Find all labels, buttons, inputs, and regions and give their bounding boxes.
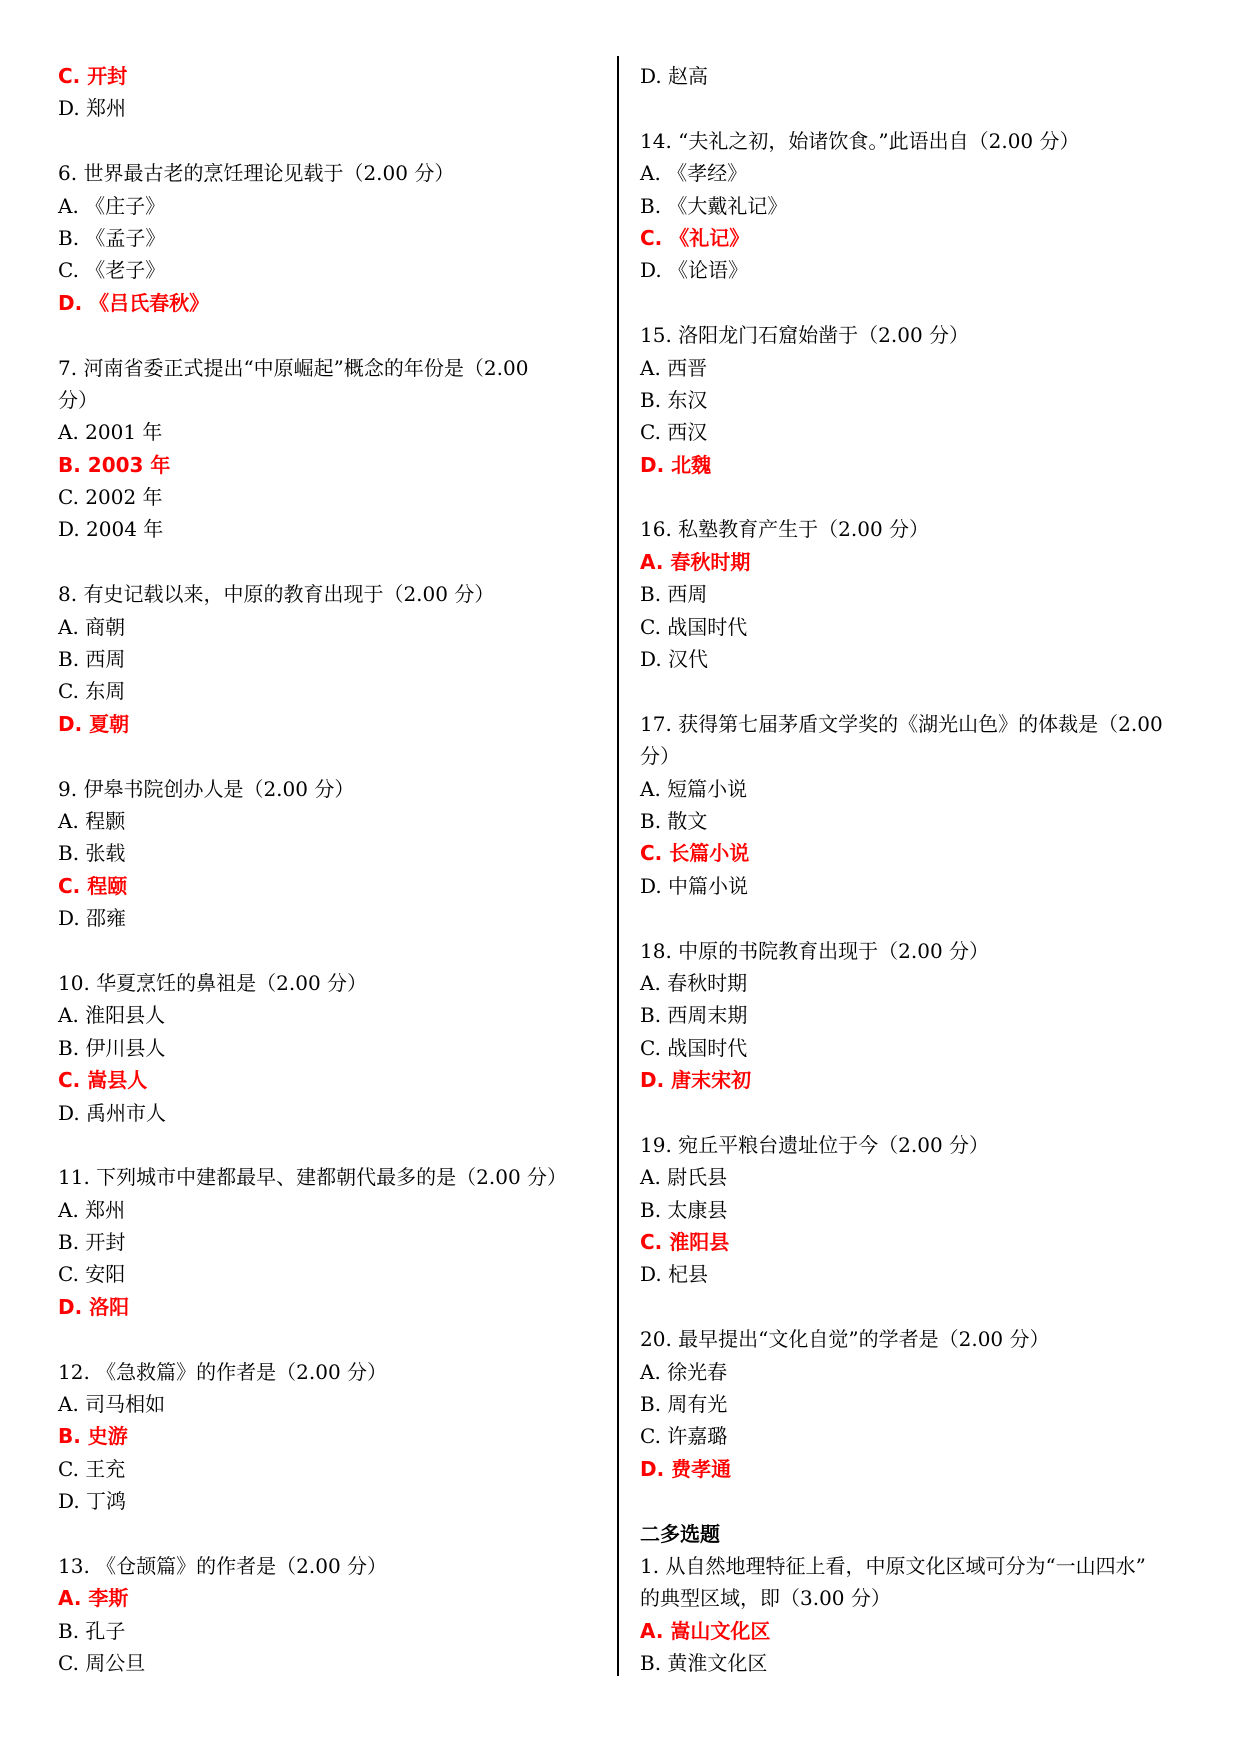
answer-option: B. 孔子: [58, 1618, 126, 1643]
answer-option: D. 2004 年: [58, 517, 164, 542]
answer-option-correct: C. 淮阳县: [640, 1230, 730, 1255]
spacer: [58, 1323, 593, 1355]
left-column: [58, 60, 593, 1680]
answer-option: C. 周公旦: [58, 1651, 146, 1676]
answer-option: A. 徐光春: [640, 1359, 728, 1384]
question-text: 的典型区域，即（3.00 分）: [640, 1586, 891, 1611]
answer-option-correct: A. 嵩山文化区: [640, 1618, 771, 1643]
answer-option: B. 《大戴礼记》: [640, 193, 788, 218]
answer-option: A. 商朝: [58, 614, 126, 639]
spacer: [58, 1518, 593, 1550]
answer-option: B. 西周: [58, 647, 126, 672]
answer-option: D. 杞县: [640, 1262, 709, 1287]
question-text: 8. 有史记载以来，中原的教育出现于（2.00 分）: [58, 582, 495, 607]
answer-option: A. 《庄子》: [58, 193, 166, 218]
answer-option-correct: C. 长篇小说: [640, 841, 750, 866]
question-text: 分）: [58, 387, 98, 412]
answer-option: C. 2002 年: [58, 485, 163, 510]
answer-option-correct: A. 李斯: [58, 1586, 129, 1611]
question-text: 19. 宛丘平粮台遗址位于今（2.00 分）: [640, 1132, 990, 1157]
spacer: [58, 546, 593, 578]
spacer: [640, 675, 1200, 707]
answer-option-correct: D. 《吕氏春秋》: [58, 290, 210, 315]
answer-option-correct: B. 史游: [58, 1424, 128, 1449]
answer-option-correct: A. 春秋时期: [640, 549, 751, 574]
answer-option: B. 太康县: [640, 1197, 728, 1222]
answer-option: B. 西周: [640, 582, 708, 607]
answer-option-correct: C. 程颐: [58, 873, 128, 898]
answer-option: B. 西周末期: [640, 1003, 748, 1028]
question-text: 18. 中原的书院教育出现于（2.00 分）: [640, 938, 990, 963]
answer-option-correct: D. 唐末宋初: [640, 1068, 752, 1093]
column-divider: [617, 56, 619, 1676]
answer-option-correct: C. 《礼记》: [640, 225, 750, 250]
spacer: [640, 481, 1200, 513]
answer-option: B. 《孟子》: [58, 225, 166, 250]
question-text: 13. 《仓颉篇》的作者是（2.00 分）: [58, 1553, 388, 1578]
answer-option: D. 郑州: [58, 96, 127, 121]
answer-option-correct: D. 费孝通: [640, 1456, 732, 1481]
spacer: [640, 1291, 1200, 1323]
question-text: 10. 华夏烹饪的鼻祖是（2.00 分）: [58, 970, 368, 995]
question-text: 6. 世界最古老的烹饪理论见载于（2.00 分）: [58, 161, 455, 186]
spacer: [58, 319, 593, 351]
answer-option: B. 黄淮文化区: [640, 1651, 768, 1676]
question-text: 1. 从自然地理特征上看，中原文化区域可分为“一山四水”: [640, 1553, 1146, 1578]
answer-option: A. 淮阳县人: [58, 1003, 166, 1028]
question-text: 分）: [640, 744, 680, 769]
answer-option: D. 禹州市人: [58, 1100, 167, 1125]
answer-option: B. 东汉: [640, 387, 708, 412]
question-text: 17. 获得第七届茅盾文学奖的《湖光山色》的体裁是（2.00: [640, 711, 1163, 736]
answer-option: B. 张载: [58, 841, 126, 866]
answer-option: A. 郑州: [58, 1197, 126, 1222]
answer-option: A. 西晋: [640, 355, 708, 380]
answer-option: C. 战国时代: [640, 1035, 748, 1060]
answer-option: B. 散文: [640, 808, 708, 833]
answer-option-correct: D. 夏朝: [58, 711, 130, 736]
answer-option-correct: D. 洛阳: [58, 1294, 130, 1319]
question-text: 15. 洛阳龙门石窟始凿于（2.00 分）: [640, 323, 970, 348]
question-text: 14. “夫礼之初，始诸饮食。”此语出自（2.00 分）: [640, 128, 1080, 153]
answer-option: D. 《论语》: [640, 258, 749, 283]
answer-option: D. 邵雍: [58, 906, 127, 931]
answer-option: C. 《老子》: [58, 258, 166, 283]
spacer: [58, 740, 593, 772]
answer-option: A. 短篇小说: [640, 776, 748, 801]
answer-option: D. 赵高: [640, 64, 709, 88]
answer-option: C. 西汉: [640, 420, 708, 445]
answer-option: C. 战国时代: [640, 614, 748, 639]
spacer: [640, 287, 1200, 319]
spacer: [640, 1097, 1200, 1129]
right-column: [640, 60, 1200, 1680]
answer-option-correct: C. 嵩县人: [58, 1068, 148, 1093]
question-text: 20. 最早提出“文化自觉”的学者是（2.00 分）: [640, 1327, 1050, 1352]
answer-option-correct: B. 2003 年: [58, 452, 171, 477]
spacer: [58, 125, 593, 157]
question-text: 16. 私塾教育产生于（2.00 分）: [640, 517, 930, 542]
answer-option: D. 丁鸿: [58, 1489, 127, 1514]
answer-option-correct: C. 开封: [58, 64, 128, 88]
answer-option: A. 司马相如: [58, 1392, 166, 1417]
answer-option: B. 周有光: [640, 1392, 728, 1417]
answer-option: C. 东周: [58, 679, 126, 704]
section-heading: 二多选题: [640, 1521, 720, 1546]
answer-option: A. 《孝经》: [640, 161, 748, 186]
question-text: 12. 《急救篇》的作者是（2.00 分）: [58, 1359, 388, 1384]
answer-option: C. 王充: [58, 1456, 126, 1481]
answer-option-correct: D. 北魏: [640, 452, 712, 477]
spacer: [58, 935, 593, 967]
answer-option: B. 伊川县人: [58, 1035, 166, 1060]
question-text: 9. 伊皋书院创办人是（2.00 分）: [58, 776, 355, 801]
question-text: 11. 下列城市中建都最早、建都朝代最多的是（2.00 分）: [58, 1165, 568, 1190]
answer-option: D. 汉代: [640, 647, 709, 672]
answer-option: A. 程颢: [58, 808, 126, 833]
spacer: [640, 92, 1200, 124]
spacer: [640, 1485, 1200, 1517]
answer-option: A. 春秋时期: [640, 970, 748, 995]
question-text: 7. 河南省委正式提出“中原崛起”概念的年份是（2.00: [58, 355, 529, 380]
answer-option: D. 中篇小说: [640, 873, 749, 898]
answer-option: B. 开封: [58, 1230, 126, 1255]
answer-option: A. 尉氏县: [640, 1165, 728, 1190]
answer-option: C. 安阳: [58, 1262, 126, 1287]
spacer: [640, 902, 1200, 934]
spacer: [58, 1129, 593, 1161]
answer-option: A. 2001 年: [58, 420, 163, 445]
answer-option: C. 许嘉璐: [640, 1424, 728, 1449]
